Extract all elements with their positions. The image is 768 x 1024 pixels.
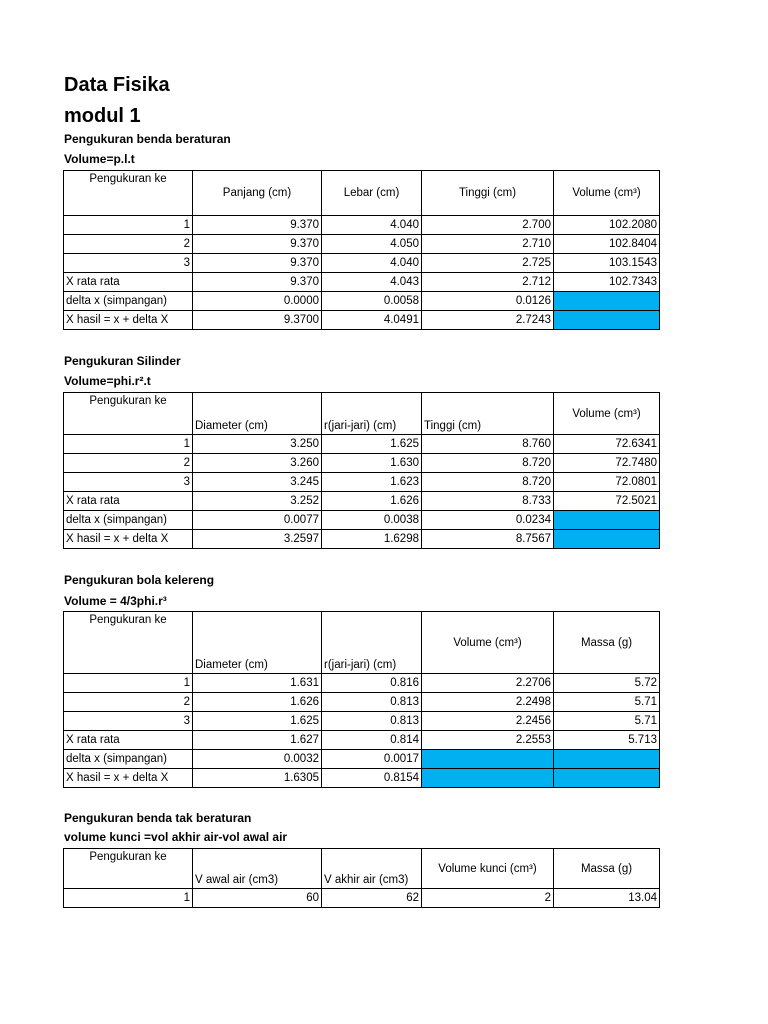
column-header: r(jari-jari) (cm) bbox=[322, 393, 422, 435]
column-header: Tinggi (cm) bbox=[422, 171, 554, 216]
column-header: r(jari-jari) (cm) bbox=[322, 612, 422, 674]
table-row bbox=[64, 769, 660, 788]
row-label-cell[interactable]: X hasil = x + delta X bbox=[64, 311, 193, 330]
value-cell[interactable]: 0.0000 bbox=[193, 292, 322, 311]
column-header: Panjang (cm) bbox=[193, 171, 322, 216]
value-cell[interactable]: 0.0077 bbox=[193, 511, 322, 530]
value-cell[interactable] bbox=[422, 769, 554, 788]
table-row bbox=[64, 216, 660, 235]
value-cell[interactable]: 2.2553 bbox=[422, 731, 554, 750]
value-cell[interactable]: 1.623 bbox=[322, 473, 422, 492]
table-row bbox=[64, 731, 660, 750]
value-cell[interactable] bbox=[554, 511, 660, 530]
section3-heading: Pengukuran bola kelereng bbox=[64, 573, 215, 587]
table-row bbox=[64, 530, 660, 549]
section2-heading: Pengukuran Silinder bbox=[64, 354, 181, 368]
value-cell[interactable]: 0.0126 bbox=[422, 292, 554, 311]
table-benda-beraturan bbox=[63, 170, 660, 330]
value-cell[interactable]: 9.370 bbox=[193, 273, 322, 292]
value-cell[interactable]: 0.0032 bbox=[193, 750, 322, 769]
column-header: Pengukuran ke bbox=[64, 612, 193, 674]
column-header: V akhir air (cm3) bbox=[322, 849, 422, 889]
value-cell[interactable]: 5.72 bbox=[554, 674, 660, 693]
value-cell[interactable]: 0.814 bbox=[322, 731, 422, 750]
row-label-cell[interactable]: 1 bbox=[64, 216, 193, 235]
table-benda-tak-beraturan bbox=[63, 848, 660, 908]
value-cell[interactable]: 0.813 bbox=[322, 712, 422, 731]
value-cell[interactable]: 5.713 bbox=[554, 731, 660, 750]
row-label-cell[interactable]: delta x (simpangan) bbox=[64, 511, 193, 530]
value-cell[interactable]: 2.2706 bbox=[422, 674, 554, 693]
value-cell[interactable]: 4.040 bbox=[322, 254, 422, 273]
value-cell[interactable]: 1.6298 bbox=[322, 530, 422, 549]
value-cell[interactable]: 0.813 bbox=[322, 693, 422, 712]
value-cell[interactable]: 0.0038 bbox=[322, 511, 422, 530]
value-cell[interactable]: 0.0017 bbox=[322, 750, 422, 769]
table-bola-kelereng bbox=[63, 611, 660, 788]
value-cell[interactable]: 5.71 bbox=[554, 693, 660, 712]
value-cell[interactable] bbox=[422, 750, 554, 769]
row-label-cell[interactable]: 3 bbox=[64, 712, 193, 731]
value-cell[interactable]: 60 bbox=[193, 889, 322, 908]
value-cell[interactable]: 2.710 bbox=[422, 235, 554, 254]
row-label-cell[interactable]: 1 bbox=[64, 889, 193, 908]
value-cell[interactable]: 72.0801 bbox=[554, 473, 660, 492]
value-cell[interactable]: 1.626 bbox=[193, 693, 322, 712]
table-row bbox=[64, 235, 660, 254]
value-cell[interactable]: 9.370 bbox=[193, 254, 322, 273]
value-cell[interactable]: 1.625 bbox=[322, 435, 422, 454]
value-cell[interactable]: 4.0491 bbox=[322, 311, 422, 330]
row-label-cell[interactable]: X rata rata bbox=[64, 731, 193, 750]
value-cell[interactable]: 0.816 bbox=[322, 674, 422, 693]
table-row bbox=[64, 473, 660, 492]
value-cell[interactable]: 4.050 bbox=[322, 235, 422, 254]
value-cell[interactable]: 2.7243 bbox=[422, 311, 554, 330]
column-header: Tinggi (cm) bbox=[422, 393, 554, 435]
table-row bbox=[64, 492, 660, 511]
section2-formula: Volume=phi.r².t bbox=[64, 374, 151, 388]
value-cell[interactable]: 102.8404 bbox=[554, 235, 660, 254]
table-row bbox=[64, 750, 660, 769]
value-cell[interactable]: 102.7343 bbox=[554, 273, 660, 292]
row-label-cell[interactable]: 3 bbox=[64, 254, 193, 273]
column-header: Volume (cm³) bbox=[554, 171, 660, 216]
value-cell[interactable]: 62 bbox=[322, 889, 422, 908]
column-header: Massa (g) bbox=[554, 849, 660, 889]
column-header: Lebar (cm) bbox=[322, 171, 422, 216]
table-row bbox=[64, 273, 660, 292]
section4-formula: volume kunci =vol akhir air-vol awal air bbox=[64, 830, 288, 844]
value-cell[interactable]: 9.370 bbox=[193, 235, 322, 254]
value-cell[interactable]: 13.04 bbox=[554, 889, 660, 908]
row-label-cell[interactable]: 2 bbox=[64, 235, 193, 254]
value-cell[interactable]: 1.625 bbox=[193, 712, 322, 731]
value-cell[interactable]: 1.626 bbox=[322, 492, 422, 511]
row-label-cell[interactable]: 1 bbox=[64, 674, 193, 693]
value-cell[interactable]: 72.7480 bbox=[554, 454, 660, 473]
row-label-cell[interactable]: delta x (simpangan) bbox=[64, 292, 193, 311]
column-header: V awal air (cm3) bbox=[193, 849, 322, 889]
column-header: Pengukuran ke bbox=[64, 393, 193, 435]
column-header: Volume (cm³) bbox=[422, 612, 554, 674]
value-cell[interactable]: 1.6305 bbox=[193, 769, 322, 788]
section1-formula: Volume=p.l.t bbox=[64, 152, 135, 166]
header-row bbox=[64, 612, 660, 674]
value-cell[interactable]: 8.720 bbox=[422, 454, 554, 473]
column-header: Massa (g) bbox=[554, 612, 660, 674]
table-row bbox=[64, 511, 660, 530]
value-cell[interactable]: 3.2597 bbox=[193, 530, 322, 549]
header-row bbox=[64, 393, 660, 435]
value-cell[interactable]: 2.725 bbox=[422, 254, 554, 273]
table-silinder bbox=[63, 392, 660, 549]
value-cell[interactable]: 72.6341 bbox=[554, 435, 660, 454]
section3-formula: Volume = 4/3phi.r³ bbox=[64, 594, 167, 608]
row-label-cell[interactable]: 2 bbox=[64, 693, 193, 712]
table-row bbox=[64, 254, 660, 273]
value-cell[interactable]: 8.760 bbox=[422, 435, 554, 454]
document-subtitle: modul 1 bbox=[64, 105, 141, 127]
value-cell[interactable] bbox=[554, 311, 660, 330]
column-header: Diameter (cm) bbox=[193, 393, 322, 435]
row-label-cell[interactable]: X hasil = x + delta X bbox=[64, 769, 193, 788]
value-cell[interactable]: 9.370 bbox=[193, 216, 322, 235]
value-cell[interactable]: 4.040 bbox=[322, 216, 422, 235]
value-cell[interactable]: 2.712 bbox=[422, 273, 554, 292]
value-cell[interactable] bbox=[554, 750, 660, 769]
value-cell[interactable]: 3.245 bbox=[193, 473, 322, 492]
table-row bbox=[64, 693, 660, 712]
value-cell[interactable]: 9.3700 bbox=[193, 311, 322, 330]
value-cell[interactable]: 8.720 bbox=[422, 473, 554, 492]
row-label-cell[interactable]: X rata rata bbox=[64, 273, 193, 292]
row-label-cell[interactable]: delta x (simpangan) bbox=[64, 750, 193, 769]
value-cell[interactable]: 5.71 bbox=[554, 712, 660, 731]
row-label-cell[interactable]: 2 bbox=[64, 454, 193, 473]
table-row bbox=[64, 712, 660, 731]
value-cell[interactable]: 1.631 bbox=[193, 674, 322, 693]
column-header: Volume (cm³) bbox=[554, 393, 660, 435]
header-row bbox=[64, 849, 660, 889]
value-cell[interactable]: 8.733 bbox=[422, 492, 554, 511]
row-label-cell[interactable]: 3 bbox=[64, 473, 193, 492]
table-row bbox=[64, 435, 660, 454]
value-cell[interactable]: 3.250 bbox=[193, 435, 322, 454]
table-row bbox=[64, 889, 660, 908]
value-cell[interactable]: 2.2498 bbox=[422, 693, 554, 712]
value-cell[interactable]: 0.0234 bbox=[422, 511, 554, 530]
value-cell[interactable]: 0.0058 bbox=[322, 292, 422, 311]
value-cell[interactable]: 2.700 bbox=[422, 216, 554, 235]
section4-heading: Pengukuran benda tak beraturan bbox=[64, 811, 252, 825]
header-row bbox=[64, 171, 660, 216]
value-cell[interactable]: 4.043 bbox=[322, 273, 422, 292]
row-label-cell[interactable]: 1 bbox=[64, 435, 193, 454]
column-header: Diameter (cm) bbox=[193, 612, 322, 674]
table-row bbox=[64, 454, 660, 473]
column-header: Volume kunci (cm³) bbox=[422, 849, 554, 889]
section1-heading: Pengukuran benda beraturan bbox=[64, 132, 231, 146]
value-cell[interactable] bbox=[554, 769, 660, 788]
table-row bbox=[64, 674, 660, 693]
value-cell[interactable]: 8.7567 bbox=[422, 530, 554, 549]
value-cell[interactable]: 1.627 bbox=[193, 731, 322, 750]
column-header: Pengukuran ke bbox=[64, 171, 193, 216]
value-cell[interactable] bbox=[554, 292, 660, 311]
table-row bbox=[64, 311, 660, 330]
value-cell[interactable]: 3.260 bbox=[193, 454, 322, 473]
value-cell[interactable]: 2.2456 bbox=[422, 712, 554, 731]
column-header: Pengukuran ke bbox=[64, 849, 193, 889]
value-cell[interactable]: 1.630 bbox=[322, 454, 422, 473]
value-cell[interactable]: 0.8154 bbox=[322, 769, 422, 788]
document-title: Data Fisika bbox=[64, 74, 170, 96]
value-cell[interactable]: 3.252 bbox=[193, 492, 322, 511]
value-cell[interactable] bbox=[554, 530, 660, 549]
value-cell[interactable]: 72.5021 bbox=[554, 492, 660, 511]
value-cell[interactable]: 103.1543 bbox=[554, 254, 660, 273]
value-cell[interactable]: 102.2080 bbox=[554, 216, 660, 235]
row-label-cell[interactable]: X hasil = x + delta X bbox=[64, 530, 193, 549]
table-row bbox=[64, 292, 660, 311]
value-cell[interactable]: 2 bbox=[422, 889, 554, 908]
row-label-cell[interactable]: X rata rata bbox=[64, 492, 193, 511]
